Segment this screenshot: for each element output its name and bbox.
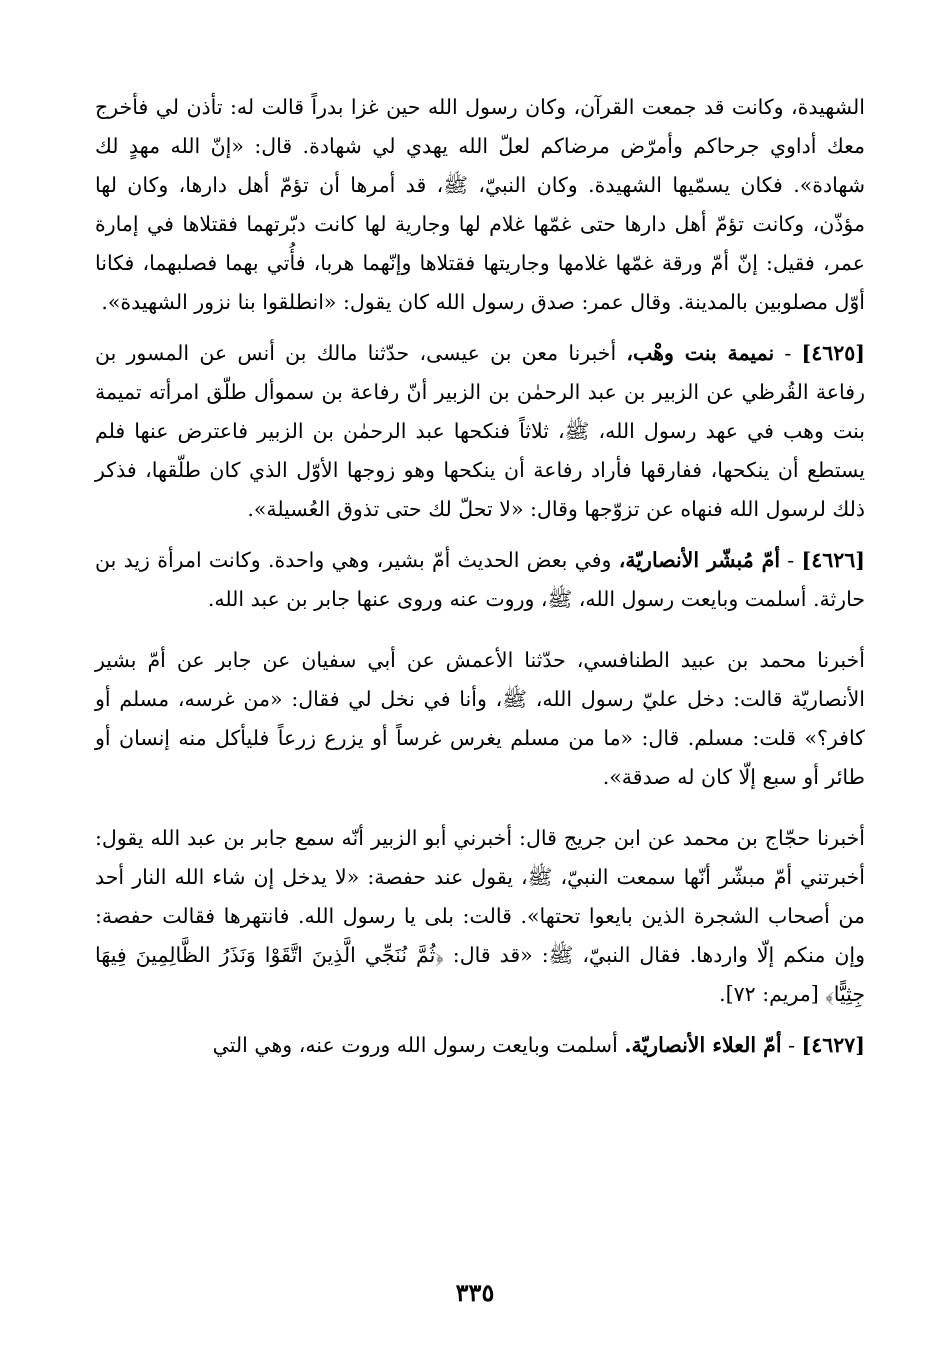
paragraph-text: أخبرنا محمد بن عبيد الطنافسي، حدّثنا الأعمش عن أبي سفيان عن جابر عن أمّ بشير الأنصاريّة قالت: دخل عليّ رسول الله، ﷺ، وأنا في نخل لي فقال: «من غرسه، مسلم أو كافر؟» قلت: مسلم. قال: «ما من مسلم يغرس غرساً أو يزرع زرعاً فليأكل منه إنسان أو طائر أو سبع إلّا كان له صدقة». [95, 648, 865, 789]
entry-text: وفي بعض الحديث أمّ بشير، وهي واحدة. وكانت امرأة زيد بن حارثة. أسلمت وبايعت رسول الله، ﷺ، وروت عنه وروى عنها جابر بن عبد الله. [95, 548, 865, 611]
entry-number: [٤٦٢٥] [801, 341, 865, 365]
paragraph-5 [95, 819, 865, 1014]
paragraph-text: الشهيدة، وكانت قد جمعت القرآن، وكان رسول الله حين غزا بدراً قالت له: تأذن لي فأخرج معك أداوي جرحاكم وأمرّض مرضاكم لعلّ الله يهدي لي شهادة. قال: «إنّ الله مهدٍ لك شهادة». فكان يسمّيها الشهيدة. وكان النبيّ، ﷺ، قد أمرها أن تؤمّ أهل دارها، وكان لها مؤذّن، وكانت تؤمّ أهل دارها حتى غمّها غلام لها وجارية لها كانت دبّرتهما فقتلاها في إمارة عمر، فقيل: إنّ أمّ ورقة غمّها غلامها وجاريتها فقتلاها وإنّهما هربا، فأُتي بهما فصلبهما، فكانا أوّل مصلوبين بالمدينة. وقال عمر: صدق رسول الله كان يقول: «انطلقوا بنا نزور الشهيدة». [95, 95, 865, 314]
entry-dash: - [774, 341, 792, 365]
entry-4627 [95, 1026, 865, 1065]
entry-4625 [95, 334, 865, 529]
entry-number: [٤٦٢٦] [801, 548, 865, 572]
paragraph-1 [95, 88, 865, 322]
entry-number: [٤٦٢٧] [801, 1033, 865, 1057]
page-body [95, 88, 865, 1077]
paragraph-4 [95, 641, 865, 797]
entry-dash: - [780, 548, 795, 572]
entry-name: أمّ العلاء الأنصاريّة. [624, 1033, 782, 1057]
entry-text: أخبرنا معن بن عيسى، حدّثنا مالك بن أنس عن المسور بن رفاعة القُرظي عن الزبير بن عبد الرحمٰن بن الزبير أنّ رفاعة بن سموأل طلّق امرأته تميمة بنت وهب في عهد رسول الله، ﷺ، ثلاثاً فنكحها عبد الرحمٰن بن الزبير فاعترض عنها فلم يستطع أن ينكحها، ففارقها فأراد رفاعة أن ينكحها وهو زوجها الأوّل الذي كان طلّقها، فذكر ذلك لرسول الله فنهاه عن تزوّجها وقال: «لا تحلّ لك حتى تذوق العُسيلة». [95, 341, 865, 521]
entry-name: نميمة بنت وهْب، [626, 341, 775, 365]
entry-dash: - [781, 1033, 796, 1057]
page-number: ٣٣٥ [455, 1278, 495, 1307]
paragraph-text: أخبرنا حجّاج بن محمد عن ابن جريج قال: أخبرني أبو الزبير أنّه سمع جابر بن عبد الله يقول: أخبرتني أمّ مبشّر أنّها سمعت النبيّ، ﷺ، يقول عند حفصة: «لا يدخل إن شاء الله النار أحد من أصحاب الشجرة الذين بايعوا تحتها». قالت: بلى يا رسول الله. فانتهرها فقالت حفصة: وإن منكم إلّا واردها. فقال النبيّ، ﷺ: «قد قال: ﴿ثُمَّ نُنَجِّي الَّذِينَ اتَّقَوْا وَنَذَرُ الظَّالِمِينَ فِيهَا جِثِيًّا﴾ [مريم: ٧٢]. [95, 826, 865, 1006]
entry-name: أمّ مُبشّر الأنصاريّة، [618, 548, 781, 572]
entry-4626 [95, 541, 865, 619]
entry-text: أسلمت وبايعت رسول الله وروت عنه، وهي التي [212, 1033, 618, 1057]
